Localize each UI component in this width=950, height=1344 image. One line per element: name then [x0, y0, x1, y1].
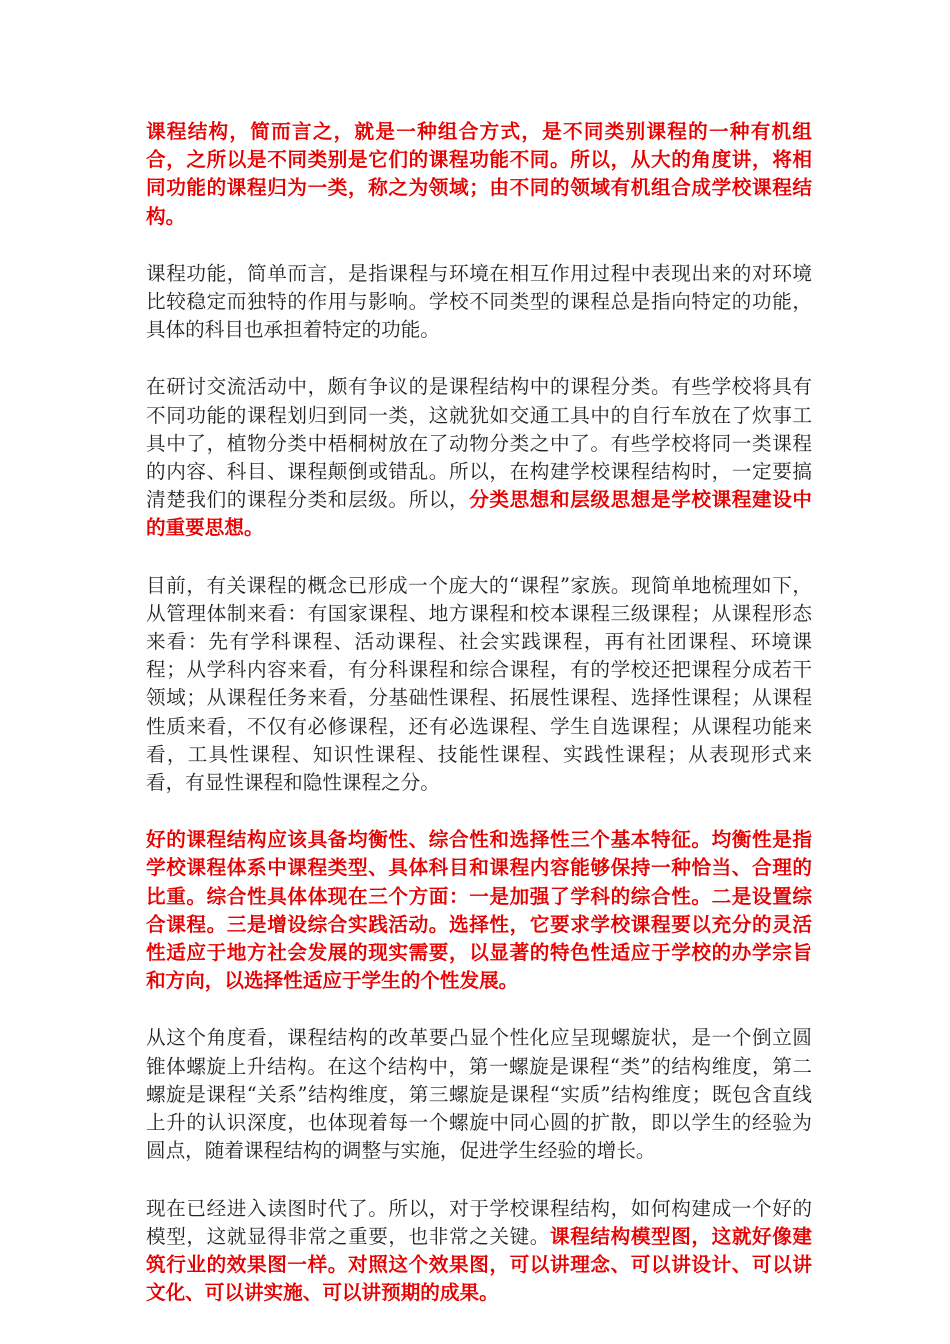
paragraph-6-text: 从这个角度看，课程结构的改革要凸显个性化应呈现螺旋状，是一个倒立圆锥体螺旋上升结构。在这个结构中，第一螺旋是课程“类”的结构维度，第二螺旋是课程“关系”结构维度，第三螺旋是课程“实质”结构维度；既包含直线上升的认识深度，也体现着每一个螺旋中同心圆的扩散，即以学生的经验为圆点，随着课程结构的调整与实施，促进学生经验的增长。	[146, 1026, 812, 1163]
paragraph-4	[146, 572, 812, 798]
paragraph-5-text: 好的课程结构应该具备均衡性、综合性和选择性三个基本特征。均衡性是指学校课程体系中课程类型、具体科目和课程内容能够保持一种恰当、合理的比重。综合性具体体现在三个方面：一是加强了学科的综合性。二是设置综合课程。三是增设综合实践活动。选择性，它要求学校课程要以充分的灵活性适应于地方社会发展的现实需要，以显著的特色性适应于学校的办学宗旨和方向，以选择性适应于学生的个性发展。	[146, 828, 812, 993]
paragraph-7	[146, 1195, 812, 1308]
paragraph-3-emphasis: 分类思想和层级思想是学校课程建设中的重要思想。	[146, 488, 812, 540]
paragraph-7-text: 现在已经进入读图时代了。所以，对于学校课程结构，如何构建成一个好的模型，这就显得非常之重要，也非常之关键。	[146, 1196, 812, 1248]
paragraph-6	[146, 1024, 812, 1165]
paragraph-3	[146, 373, 812, 542]
paragraph-2	[146, 260, 812, 345]
paragraph-5	[146, 826, 812, 995]
paragraph-4-text: 目前，有关课程的概念已形成一个庞大的“课程”家族。现简单地梳理如下，从管理体制来看：有国家课程、地方课程和校本课程三级课程；从课程形态来看：先有学科课程、活动课程、社会实践课程，再有社团课程、环境课程；从学科内容来看，有分科课程和综合课程，有的学校还把课程分成若干领域；从课程任务来看，分基础性课程、拓展性课程、选择性课程；从课程性质来看，不仅有必修课程，还有必选课程、学生自选课程；从课程功能来看，工具性课程、知识性课程、技能性课程、实践性课程；从表现形式来看，有显性课程和隐性课程之分。	[146, 573, 812, 795]
paragraph-7-emphasis: 课程结构模型图，这就好像建筑行业的效果图一样。对照这个效果图，可以讲理念、可以讲设计、可以讲文化、可以讲实施、可以讲预期的成果。	[146, 1224, 813, 1305]
paragraph-1	[146, 118, 812, 231]
paragraph-1-text: 课程结构，简而言之，就是一种组合方式，是不同类别课程的一种有机组合，之所以是不同类别是它们的课程功能不同。所以，从大的角度讲，将相同功能的课程归为一类，称之为领域；由不同的领域有机组合成学校课程结构。	[146, 120, 812, 228]
paragraph-3-text: 在研讨交流活动中，颇有争议的是课程结构中的课程分类。有些学校将具有不同功能的课程划归到同一类，这就犹如交通工具中的自行车放在了炊事工具中了，植物分类中梧桐树放在了动物分类之中了。有些学校将同一类课程的内容、科目、课程颠倒或错乱。所以，在构建学校课程结构时，一定要搞清楚我们的课程分类和层级。所以，	[146, 375, 812, 512]
paragraph-2-text: 课程功能，简单而言，是指课程与环境在相互作用过程中表现出来的对环境比较稳定而独特的作用与影响。学校不同类型的课程总是指向特定的功能，具体的科目也承担着特定的功能。	[146, 261, 812, 342]
document-body	[146, 118, 812, 1336]
